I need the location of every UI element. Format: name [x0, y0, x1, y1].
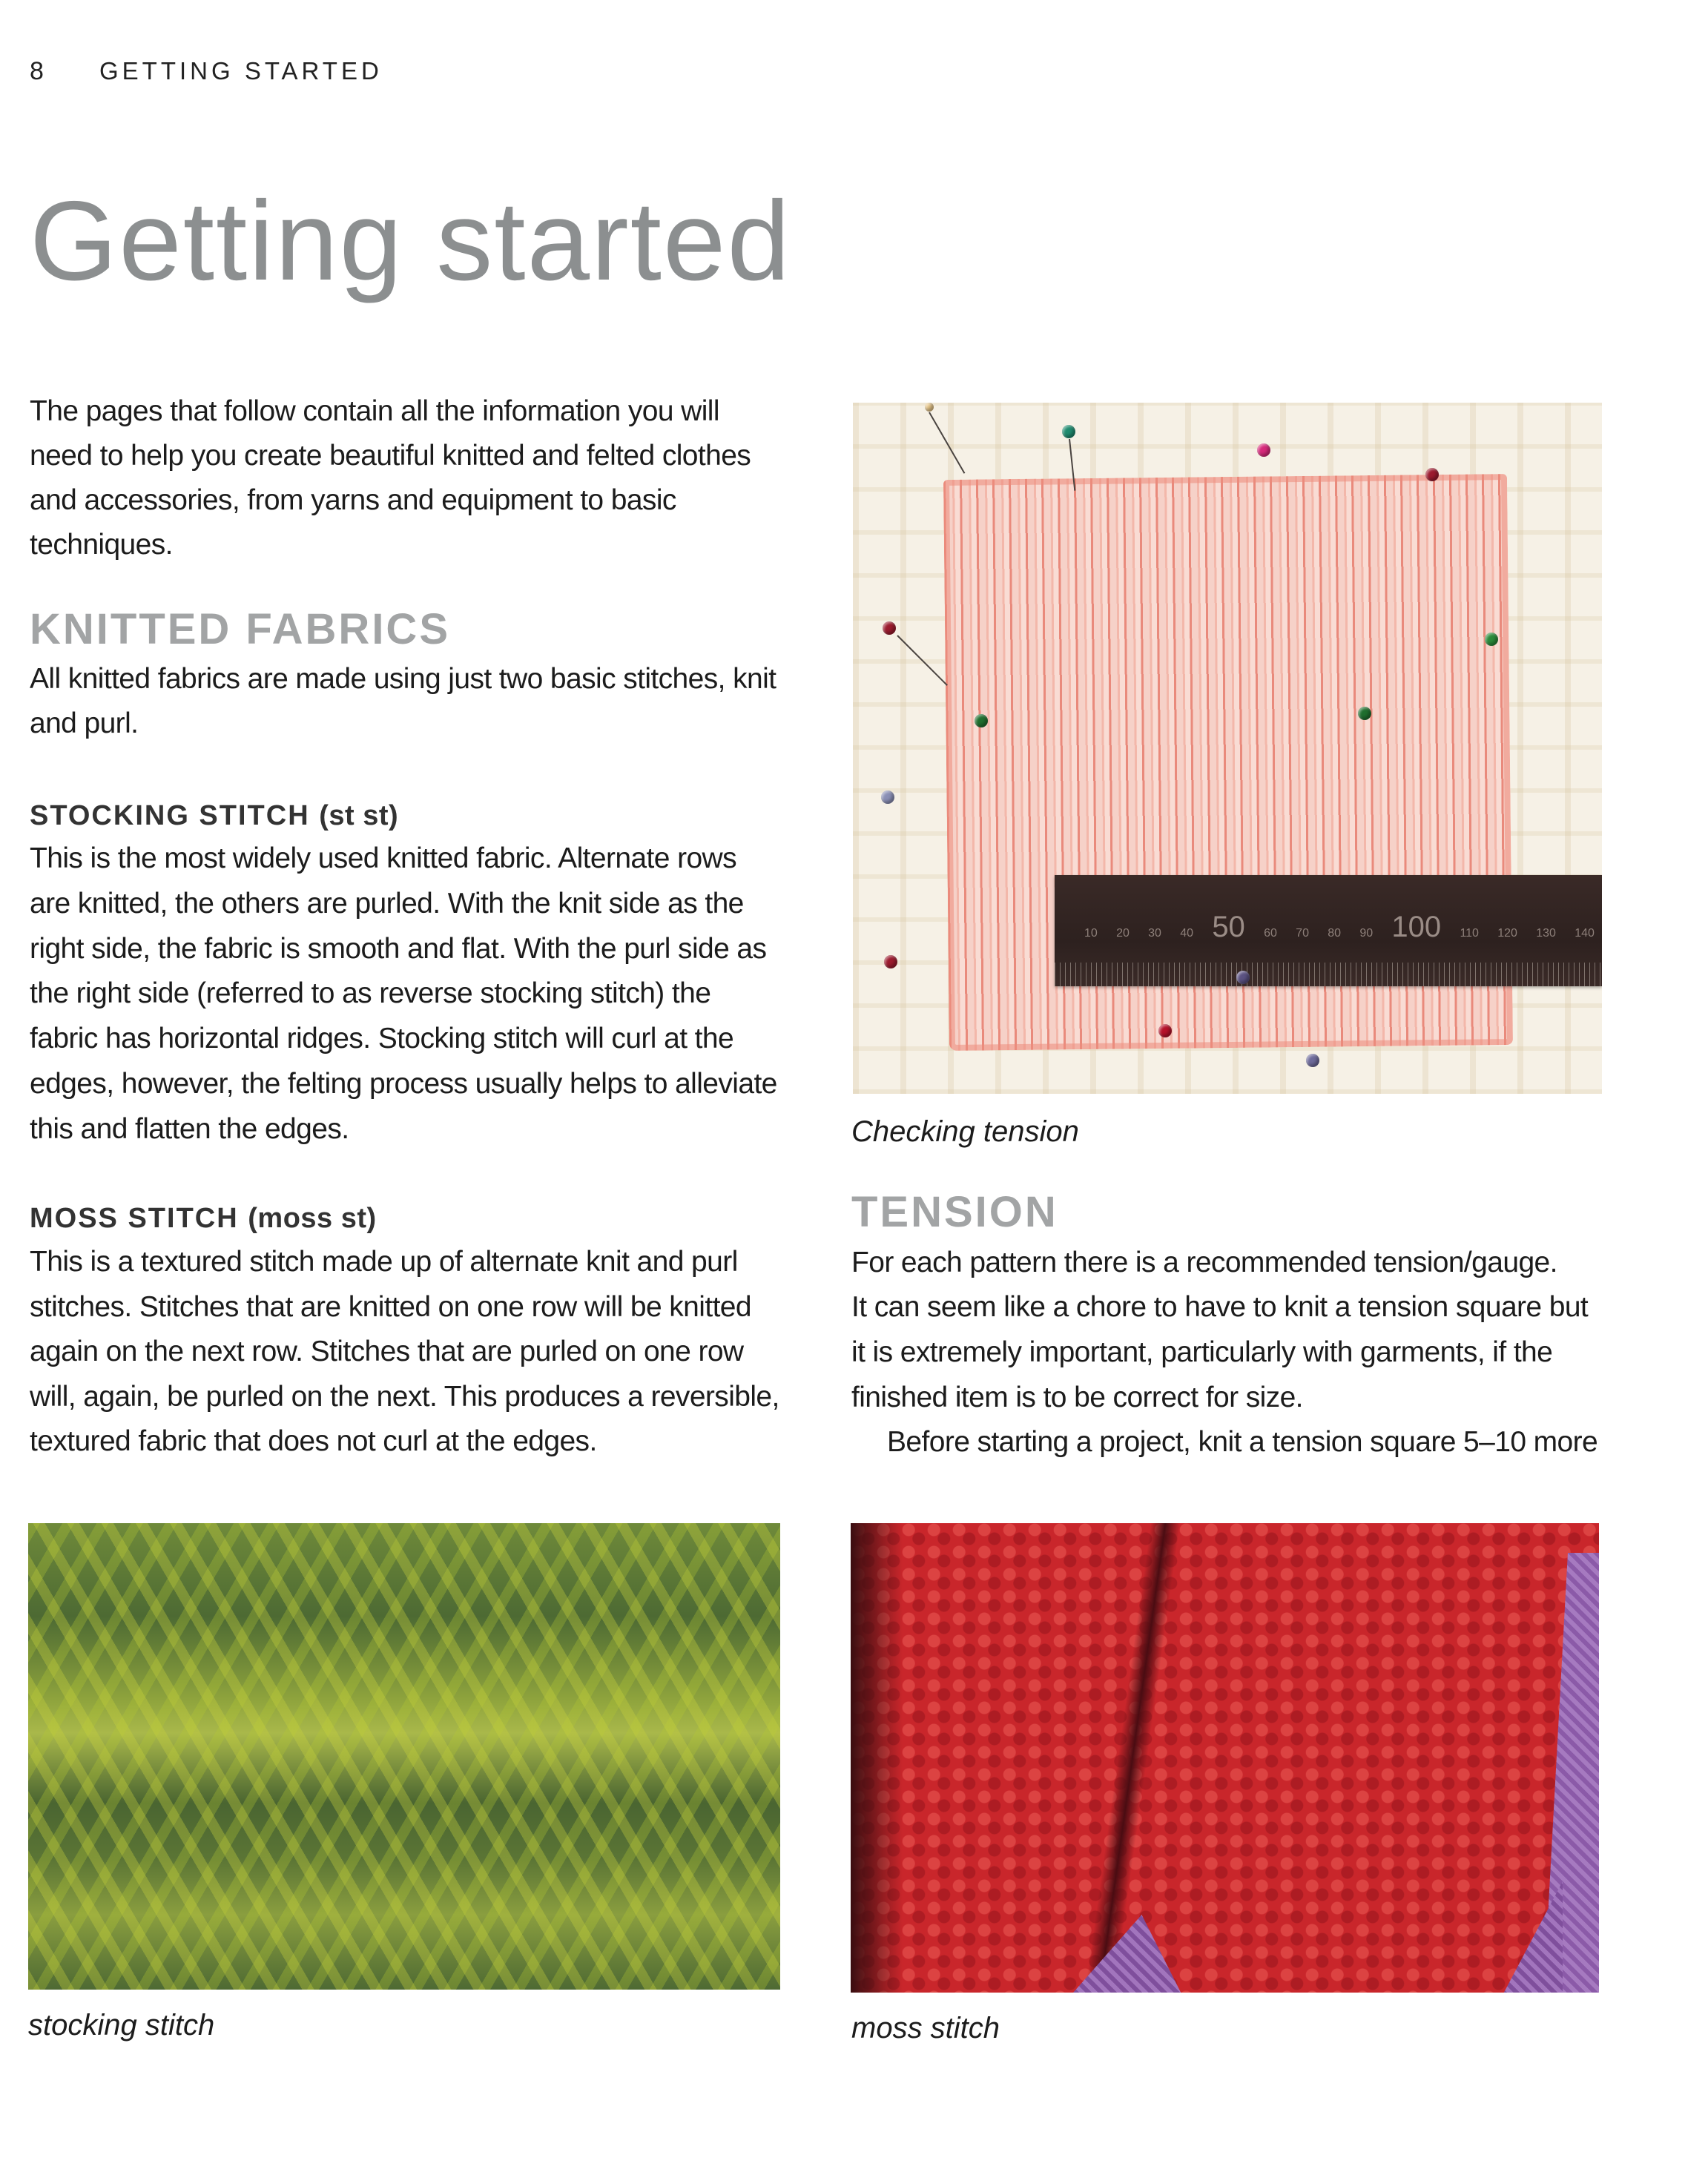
figure-caption: moss stitch	[851, 2012, 1000, 2044]
ruler-label: 140	[1575, 927, 1595, 940]
ruler-label: 90	[1359, 927, 1374, 940]
tension-photo	[853, 403, 1602, 1094]
text-line: stitches. Stitches that are knitted on one row will be knitted	[30, 1291, 751, 1323]
ruler-label: 50	[1212, 911, 1245, 943]
pin-icon	[1236, 971, 1250, 984]
pin-icon	[1062, 425, 1075, 438]
ruler-label: 100	[1391, 911, 1442, 943]
page-title: Getting started	[30, 178, 791, 304]
section-heading-knitted-fabrics: KNITTED FABRICS	[30, 605, 450, 653]
figure-caption: Checking tension	[851, 1115, 1079, 1148]
text-line: finished item is to be correct for size.	[851, 1382, 1303, 1413]
ruler-label: 30	[1148, 927, 1161, 940]
text-line: This is the most widely used knitted fabric. Alternate rows	[30, 842, 737, 874]
ruler-ticks	[1055, 963, 1602, 986]
subheading-moss-stitch	[30, 1202, 377, 1235]
page-number: 8	[30, 57, 44, 85]
running-header: GETTING STARTED	[99, 57, 383, 85]
text-line: and purl.	[30, 707, 139, 739]
text-line: will, again, be purled on the next. This produces a reversible,	[30, 1381, 779, 1413]
subheading-abbreviation: (st st)	[319, 800, 399, 831]
subheading-text: STOCKING STITCH	[30, 800, 310, 831]
subheading-stocking-stitch	[30, 799, 398, 832]
text-line: this and flatten the edges.	[30, 1113, 349, 1145]
ruler-label: 80	[1328, 927, 1342, 940]
pin-icon	[925, 403, 934, 412]
pin-shaft	[897, 635, 948, 686]
text-line: it is extremely important, particularly with garments, if the	[851, 1336, 1553, 1368]
text-line: techniques.	[30, 529, 173, 561]
text-line: right side, the fabric is smooth and flat. With the purl side as	[30, 933, 767, 965]
text-line: need to help you create beautiful knitted and felted clothes	[30, 440, 751, 472]
text-line: It can seem like a chore to have to knit a tension square but	[851, 1291, 1589, 1323]
stocking-stitch-photo	[28, 1523, 780, 1990]
text-line: edges, however, the felting process usually helps to alleviate	[30, 1068, 777, 1100]
text-line: again on the next row. Stitches that are purled on one row	[30, 1336, 744, 1367]
ruler-label: 120	[1497, 927, 1517, 940]
ruler-label: 40	[1180, 927, 1194, 940]
pin-icon	[1306, 1054, 1319, 1067]
subheading-text: MOSS STITCH	[30, 1203, 239, 1234]
text-line: The pages that follow contain all the information you will	[30, 395, 719, 427]
text-line: This is a textured stitch made up of alternate knit and purl	[30, 1246, 738, 1278]
pin-icon	[1425, 468, 1439, 481]
text-line: fabric has horizontal ridges. Stocking stitch will curl at the	[30, 1023, 734, 1055]
figure-caption: stocking stitch	[28, 2009, 215, 2042]
text-line: textured fabric that does not curl at the edges.	[30, 1425, 597, 1457]
purple-yarn	[1073, 1881, 1563, 1993]
pin-shaft	[929, 412, 965, 474]
pin-icon	[881, 791, 894, 804]
pin-icon	[1158, 1024, 1172, 1037]
pin-icon	[1257, 443, 1270, 457]
photo-shadow	[851, 1523, 903, 1993]
text-line: All knitted fabrics are made using just two basic stitches, knit	[30, 663, 776, 695]
ruler-label: 60	[1264, 927, 1277, 940]
text-line: are knitted, the others are purled. With the knit side as the	[30, 888, 744, 920]
pin-icon	[884, 955, 897, 968]
text-line: the right side (referred to as reverse stocking stitch) the	[30, 977, 711, 1009]
text-line: and accessories, from yarns and equipment to basic	[30, 484, 676, 516]
pin-icon	[883, 621, 896, 635]
pin-icon	[1358, 707, 1371, 720]
subheading-abbreviation: (moss st)	[248, 1203, 377, 1234]
moss-stitch-photo	[851, 1523, 1599, 1993]
text-line: For each pattern there is a recommended tension/gauge.	[851, 1247, 1557, 1278]
text-line: Before starting a project, knit a tension square 5–10 more	[887, 1426, 1598, 1458]
ruler-label: 20	[1116, 927, 1130, 940]
ruler-label: 110	[1460, 927, 1479, 940]
pin-icon	[1485, 633, 1498, 646]
ruler-labels	[1084, 911, 1595, 944]
pin-icon	[975, 714, 988, 727]
ruler-label: 10	[1084, 927, 1098, 940]
ruler-label: 70	[1296, 927, 1309, 940]
section-heading-tension: TENSION	[851, 1188, 1058, 1236]
ruler	[1055, 875, 1602, 986]
ruler-label: 130	[1536, 927, 1556, 940]
photo-fold	[1085, 1523, 1181, 1993]
